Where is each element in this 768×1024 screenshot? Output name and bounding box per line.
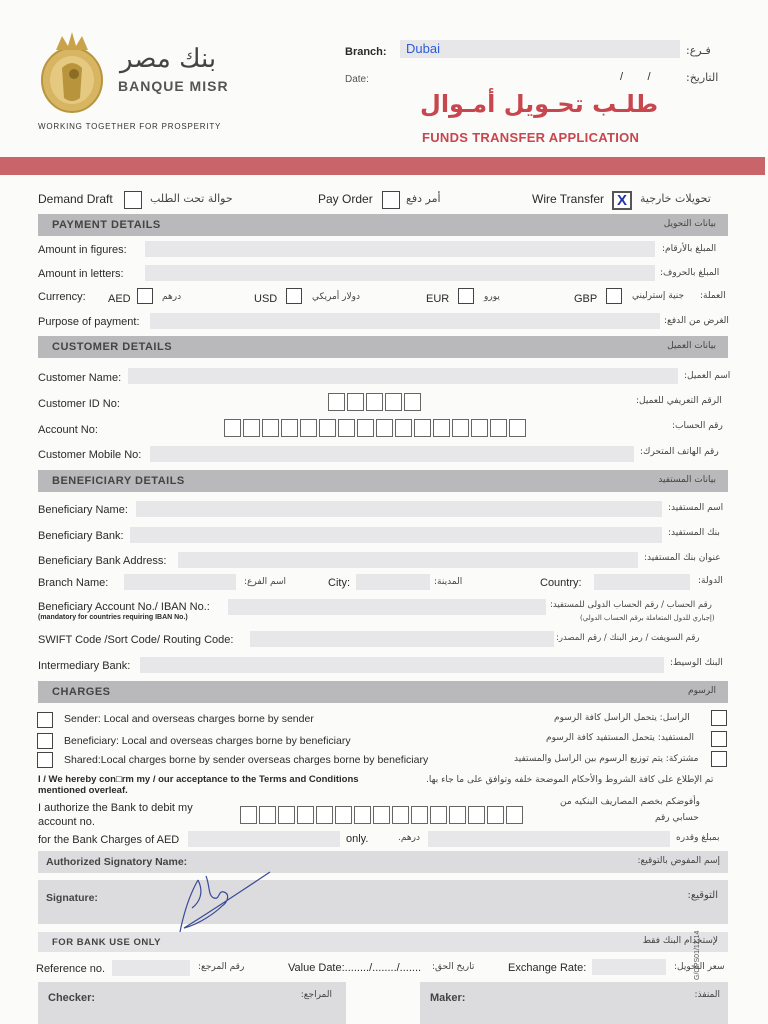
beneficiary-details-header — [38, 470, 728, 492]
terms-confirm-ar: تم الإطلاع على كافة الشروط والأحكام الموضحة خلفه وتوافق على ما جاء بها. — [426, 775, 714, 785]
currency-gbp-label-ar: جنية إسترليني — [632, 291, 685, 301]
maker-label-ar: المنفذ: — [694, 990, 720, 1000]
currency-label: Currency: — [38, 291, 86, 303]
customer-mobile-label: Customer Mobile No: — [38, 449, 142, 461]
branch-name-label: Branch Name: — [38, 577, 109, 589]
form-title-english: FUNDS TRANSFER APPLICATION — [422, 130, 640, 145]
date-field[interactable]: / / — [620, 71, 651, 83]
form-title-arabic: طلـب تحـويل أمـوال — [420, 90, 659, 118]
authorize-debit-ar2: حسابي رقم — [655, 813, 699, 823]
date-label: Date: — [345, 74, 369, 85]
wire-transfer-checkbox[interactable] — [612, 191, 632, 210]
authorize-debit-ar1: وأفوضكم بخصم المصاريف البنكيه من — [560, 797, 700, 807]
charges-beneficiary-checkbox-ar[interactable] — [711, 731, 727, 747]
authorize-debit-line2: account no. — [38, 816, 95, 828]
branch-name-input[interactable] — [124, 574, 236, 590]
exchange-rate-label: Exchange Rate: — [508, 962, 587, 974]
beneficiary-bank-input[interactable] — [130, 527, 662, 543]
currency-eur-label-ar: يورو — [484, 292, 500, 302]
swift-code-label-ar: رقم السويفت / رمز البنك / رقم المصدر: — [556, 633, 700, 643]
charges-title: CHARGES — [52, 686, 111, 698]
city-label-ar: المدينة: — [434, 577, 463, 587]
authorize-debit-line1: I authorize the Bank to debit my — [38, 802, 193, 814]
swift-code-input[interactable] — [250, 631, 554, 647]
beneficiary-bank-address-label-ar: عنوان بنك المستفيد: — [644, 553, 721, 563]
bank-name-arabic: بنك مصر — [120, 44, 217, 74]
checker-box[interactable] — [38, 982, 346, 1024]
purpose-input[interactable] — [150, 313, 660, 329]
currency-gbp-checkbox[interactable] — [606, 288, 622, 304]
amount-letters-label-ar: المبلغ بالحروف: — [660, 268, 720, 278]
charges-beneficiary-label: Beneficiary: Local and overseas charges borne by beneficiary — [64, 735, 351, 747]
wire-transfer-label-ar: تحويلات خارجية — [640, 192, 711, 205]
country-label-ar: الدولة: — [698, 576, 723, 586]
branch-label-ar: فـرع: — [686, 44, 711, 57]
amount-figures-label: Amount in figures: — [38, 244, 127, 256]
payment-details-title: PAYMENT DETAILS — [52, 219, 161, 231]
beneficiary-name-input[interactable] — [136, 501, 662, 517]
intermediary-bank-label-ar: البنك الوسيط: — [670, 658, 723, 668]
branch-value: Dubai — [406, 41, 440, 56]
amount-figures-input[interactable] — [145, 241, 655, 257]
iban-label: Beneficiary Account No./ IBAN No.: — [38, 601, 210, 613]
charges-title-ar: الرسوم — [688, 686, 716, 696]
payment-details-title-ar: بيانات التحويل — [663, 219, 716, 229]
swift-code-label: SWIFT Code /Sort Code/ Routing Code: — [38, 634, 234, 646]
customer-details-title: CUSTOMER DETAILS — [52, 341, 173, 353]
amount-letters-label: Amount in letters: — [38, 268, 124, 280]
charges-header — [38, 681, 728, 703]
wire-transfer-check-mark: X — [617, 192, 628, 209]
pay-order-label: Pay Order — [318, 192, 373, 206]
bank-charges-aed-input[interactable] — [188, 831, 340, 847]
charges-sender-label: Sender: Local and overseas charges borne by sender — [64, 713, 314, 725]
demand-draft-checkbox[interactable] — [124, 191, 142, 209]
currency-usd-label: USD — [254, 293, 278, 305]
currency-eur-label: EUR — [426, 293, 450, 305]
beneficiary-name-label: Beneficiary Name: — [38, 504, 128, 516]
handwritten-signature — [170, 862, 280, 938]
charges-sender-checkbox[interactable] — [37, 712, 53, 728]
signature-label: Signature: — [46, 892, 98, 904]
signature-label-ar: التوقيع: — [687, 890, 718, 901]
iban-note: (mandatory for countries requiring IBAN No.) — [38, 614, 188, 621]
beneficiary-details-title-ar: بيانات المستفيد — [658, 475, 716, 485]
customer-name-input[interactable] — [128, 368, 678, 384]
country-label: Country: — [540, 577, 582, 589]
beneficiary-bank-label-ar: بنك المستفيد: — [668, 528, 720, 538]
demand-draft-label: Demand Draft — [38, 192, 113, 206]
value-date-label: Value Date:......../......../....... — [288, 962, 422, 974]
beneficiary-name-label-ar: اسم المستفيد: — [668, 503, 724, 513]
signatory-name-label-ar: إسم المفوض بالتوقيع: — [637, 856, 720, 866]
customer-id-boxes[interactable] — [328, 393, 421, 411]
currency-gbp-label: GBP — [574, 293, 598, 305]
intermediary-bank-label: Intermediary Bank: — [38, 660, 131, 672]
charges-beneficiary-checkbox[interactable] — [37, 733, 53, 749]
pay-order-label-ar: أمر دفع — [406, 192, 441, 205]
account-number-boxes[interactable] — [224, 419, 526, 437]
currency-usd-checkbox[interactable] — [286, 288, 302, 304]
demand-draft-label-ar: حوالة تحت الطلب — [150, 192, 233, 205]
purpose-label-ar: الغرض من الدفع: — [664, 316, 729, 326]
amount-figures-label-ar: المبلغ بالأرقام: — [662, 244, 717, 254]
date-label-ar: التاريخ: — [686, 71, 719, 84]
beneficiary-details-title: BENEFICIARY DETAILS — [52, 475, 185, 487]
signatory-name-label: Authorized Signatory Name: — [46, 856, 188, 868]
wire-transfer-label: Wire Transfer — [532, 192, 605, 206]
customer-details-header — [38, 336, 728, 358]
terms-confirm-line1: I / We hereby con□rm my / our acceptance to the Terms and Conditions — [38, 774, 359, 785]
customer-details-title-ar: بيانات العميل — [667, 341, 716, 351]
checker-label: Checker: — [48, 992, 96, 1004]
bank-charges-dirham-ar: درهم. — [398, 833, 420, 843]
pay-order-checkbox[interactable] — [382, 191, 400, 209]
charges-sender-label-ar: الراسل: يتحمل الراسل كافة الرسوم — [554, 713, 690, 723]
branch-field[interactable] — [400, 40, 680, 58]
bank-use-header — [38, 932, 728, 952]
bank-name-english: BANQUE MISR — [118, 78, 229, 94]
intermediary-bank-input[interactable] — [140, 657, 664, 673]
signatory-name-bar[interactable] — [38, 851, 728, 873]
iban-input[interactable] — [228, 599, 546, 615]
beneficiary-bank-address-input[interactable] — [178, 552, 638, 568]
country-input[interactable] — [594, 574, 690, 590]
bank-charges-only-label: only. — [346, 833, 369, 845]
maker-box[interactable] — [420, 982, 728, 1024]
exchange-rate-label-ar: سعر التحويل: — [674, 962, 725, 972]
account-number-label-ar: رقم الحساب: — [672, 421, 723, 431]
bank-use-title-ar: لإستخدام البنك فقط — [642, 936, 718, 946]
account-number-label: Account No: — [38, 424, 98, 436]
customer-name-label: Customer Name: — [38, 372, 122, 384]
value-date-label-ar: تاريخ الحق: — [432, 962, 475, 972]
bank-charges-amount-ar: بمبلغ وقدره — [676, 833, 720, 843]
payment-details-header — [38, 214, 728, 236]
currency-aed-label: AED — [108, 293, 131, 305]
charges-beneficiary-label-ar: المستفيد: يتحمل المستفيد كافة الرسوم — [546, 733, 695, 743]
reference-number-label-ar: رقم المرجع: — [198, 962, 245, 972]
beneficiary-bank-label: Beneficiary Bank: — [38, 530, 124, 542]
bank-tagline: WORKING TOGETHER FOR PROSPERITY — [38, 122, 222, 131]
debit-account-boxes[interactable] — [240, 806, 523, 824]
city-label: City: — [328, 577, 350, 589]
exchange-rate-input[interactable] — [592, 959, 666, 975]
iban-note-ar: (إجباري للدول المتعاملة برقم الحساب الدولي) — [580, 614, 715, 622]
charges-shared-checkbox[interactable] — [37, 752, 53, 768]
branch-name-label-ar: اسم الفرع: — [244, 577, 287, 587]
signature-bar[interactable] — [38, 880, 728, 924]
bank-charges-amount-ar-input[interactable] — [428, 831, 670, 847]
currency-eur-checkbox[interactable] — [458, 288, 474, 304]
reference-number-input[interactable] — [112, 960, 190, 976]
bank-charges-aed-label: for the Bank Charges of AED — [38, 834, 180, 846]
charges-sender-checkbox-ar[interactable] — [711, 710, 727, 726]
header-red-band — [0, 157, 765, 175]
city-input[interactable] — [356, 574, 430, 590]
branch-label: Branch: — [345, 46, 387, 58]
amount-letters-input[interactable] — [145, 265, 655, 281]
customer-id-label: Customer ID No: — [38, 398, 120, 410]
terms-confirm-line2: mentioned overleaf. — [38, 785, 128, 796]
charges-shared-checkbox-ar[interactable] — [711, 751, 727, 767]
currency-aed-label-ar: درهم — [162, 292, 182, 302]
customer-mobile-label-ar: رقم الهاتف المتحرك: — [640, 447, 719, 457]
beneficiary-bank-address-label: Beneficiary Bank Address: — [38, 555, 167, 567]
iban-label-ar: رقم الحساب / رقم الحساب الدولى للمستفيد: — [550, 600, 712, 610]
currency-label-ar: العملة: — [700, 291, 726, 301]
checker-label-ar: المراجع: — [300, 990, 332, 1000]
form-code: G/OPS01/12.14 — [694, 930, 701, 980]
reference-number-label: Reference no. — [36, 963, 106, 975]
customer-name-label-ar: اسم العميل: — [684, 371, 731, 381]
maker-label: Maker: — [430, 992, 466, 1004]
bank-logo-emblem — [38, 28, 106, 114]
currency-aed-checkbox[interactable] — [137, 288, 153, 304]
purpose-label: Purpose of payment: — [38, 316, 140, 328]
customer-mobile-input[interactable] — [150, 446, 634, 462]
currency-usd-label-ar: دولار أمريكي — [312, 292, 360, 302]
charges-shared-label-ar: مشتركة: يتم توزيع الرسوم بين الراسل والمستفيد — [514, 754, 699, 764]
customer-id-label-ar: الرقم التعريفي للعميل: — [636, 396, 722, 406]
bank-use-title: FOR BANK USE ONLY — [52, 937, 161, 948]
charges-shared-label: Shared:Local charges borne by sender overseas charges borne by beneficiary — [64, 754, 429, 766]
